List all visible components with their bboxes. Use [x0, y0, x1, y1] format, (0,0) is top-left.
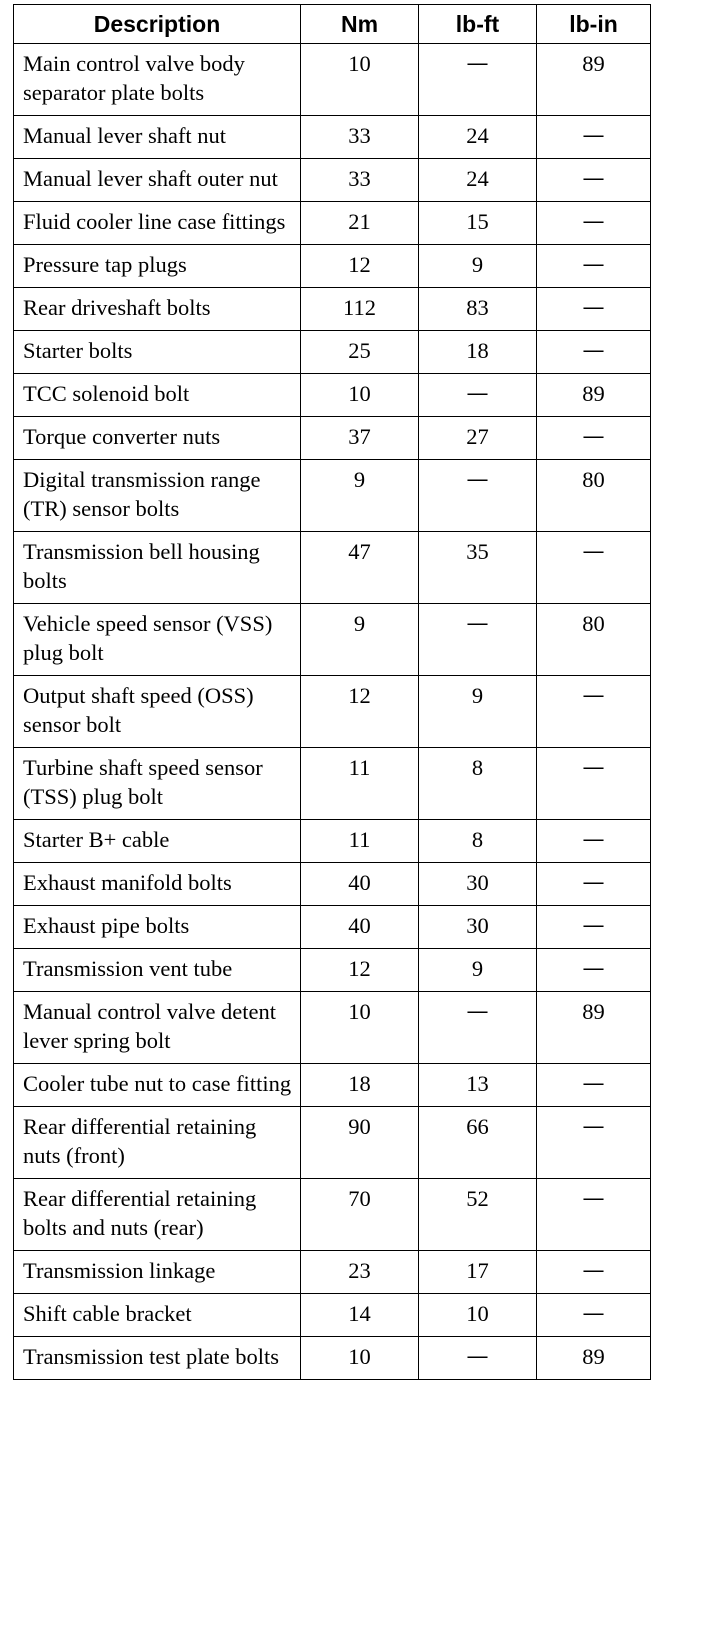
cell-lbin: —	[537, 331, 651, 374]
cell-lbft: 30	[419, 863, 537, 906]
cell-description: Manual control valve detent lever spring bolt	[14, 992, 301, 1064]
cell-description: Torque converter nuts	[14, 417, 301, 460]
cell-description: Transmission vent tube	[14, 949, 301, 992]
table-row	[14, 44, 651, 116]
cell-lbft: 35	[419, 532, 537, 604]
table-header	[14, 5, 651, 44]
table-row	[14, 1064, 651, 1107]
cell-description: Manual lever shaft nut	[14, 116, 301, 159]
cell-nm: 9	[301, 604, 419, 676]
cell-lbft: 9	[419, 245, 537, 288]
cell-lbft: 83	[419, 288, 537, 331]
cell-nm: 37	[301, 417, 419, 460]
cell-lbft: —	[419, 374, 537, 417]
table-row	[14, 863, 651, 906]
cell-lbin: —	[537, 116, 651, 159]
cell-lbft: 24	[419, 159, 537, 202]
cell-nm: 10	[301, 1337, 419, 1380]
cell-description: Fluid cooler line case fittings	[14, 202, 301, 245]
cell-description: Transmission bell housing bolts	[14, 532, 301, 604]
cell-nm: 11	[301, 748, 419, 820]
table-row	[14, 374, 651, 417]
cell-description: Rear differential retaining nuts (front)	[14, 1107, 301, 1179]
cell-description: Shift cable bracket	[14, 1294, 301, 1337]
cell-nm: 40	[301, 906, 419, 949]
cell-nm: 21	[301, 202, 419, 245]
cell-lbft: 52	[419, 1179, 537, 1251]
header-lbin: lb-in	[537, 5, 651, 44]
cell-lbin: —	[537, 949, 651, 992]
cell-nm: 40	[301, 863, 419, 906]
header-lbft: lb-ft	[419, 5, 537, 44]
cell-lbft: 24	[419, 116, 537, 159]
cell-lbft: 30	[419, 906, 537, 949]
cell-nm: 90	[301, 1107, 419, 1179]
cell-lbft: 10	[419, 1294, 537, 1337]
cell-lbin: —	[537, 417, 651, 460]
cell-lbin: —	[537, 532, 651, 604]
cell-lbft: 9	[419, 676, 537, 748]
cell-lbft: 8	[419, 820, 537, 863]
cell-lbin: —	[537, 1179, 651, 1251]
cell-nm: 10	[301, 44, 419, 116]
cell-description: Vehicle speed sensor (VSS) plug bolt	[14, 604, 301, 676]
cell-nm: 10	[301, 992, 419, 1064]
cell-lbin: 89	[537, 44, 651, 116]
table-row	[14, 417, 651, 460]
cell-description: Main control valve body separator plate bolts	[14, 44, 301, 116]
cell-lbft: 9	[419, 949, 537, 992]
table-row	[14, 159, 651, 202]
cell-lbft: —	[419, 992, 537, 1064]
table-row	[14, 1107, 651, 1179]
cell-lbin: 89	[537, 992, 651, 1064]
cell-description: Exhaust pipe bolts	[14, 906, 301, 949]
cell-lbft: 18	[419, 331, 537, 374]
cell-lbft: —	[419, 604, 537, 676]
cell-description: Rear differential retaining bolts and nuts (rear)	[14, 1179, 301, 1251]
cell-lbin: —	[537, 1064, 651, 1107]
table-row	[14, 288, 651, 331]
table-row	[14, 532, 651, 604]
table-row	[14, 820, 651, 863]
cell-nm: 10	[301, 374, 419, 417]
cell-description: Rear driveshaft bolts	[14, 288, 301, 331]
cell-lbin: 89	[537, 374, 651, 417]
cell-nm: 47	[301, 532, 419, 604]
table-row	[14, 992, 651, 1064]
cell-description: Transmission test plate bolts	[14, 1337, 301, 1380]
cell-nm: 33	[301, 116, 419, 159]
cell-nm: 12	[301, 676, 419, 748]
cell-lbin: —	[537, 676, 651, 748]
cell-lbin: —	[537, 288, 651, 331]
table-body	[14, 44, 651, 1380]
cell-lbin: 80	[537, 460, 651, 532]
cell-nm: 112	[301, 288, 419, 331]
cell-lbin: —	[537, 906, 651, 949]
cell-lbft: —	[419, 460, 537, 532]
cell-description: Starter B+ cable	[14, 820, 301, 863]
cell-nm: 33	[301, 159, 419, 202]
cell-lbft: —	[419, 44, 537, 116]
cell-description: Turbine shaft speed sensor (TSS) plug bolt	[14, 748, 301, 820]
cell-description: Transmission linkage	[14, 1251, 301, 1294]
cell-nm: 11	[301, 820, 419, 863]
cell-lbin: —	[537, 820, 651, 863]
table-row	[14, 202, 651, 245]
cell-lbft: 13	[419, 1064, 537, 1107]
table-row	[14, 748, 651, 820]
table-row	[14, 1179, 651, 1251]
cell-nm: 25	[301, 331, 419, 374]
table-row	[14, 906, 651, 949]
table-row	[14, 245, 651, 288]
table-row	[14, 604, 651, 676]
cell-nm: 18	[301, 1064, 419, 1107]
cell-lbin: —	[537, 202, 651, 245]
table-row	[14, 1337, 651, 1380]
cell-lbin: —	[537, 1294, 651, 1337]
table-row	[14, 460, 651, 532]
cell-lbft: 27	[419, 417, 537, 460]
cell-lbin: —	[537, 159, 651, 202]
cell-nm: 12	[301, 245, 419, 288]
cell-lbft: —	[419, 1337, 537, 1380]
cell-lbft: 17	[419, 1251, 537, 1294]
table-row	[14, 331, 651, 374]
cell-lbin: —	[537, 748, 651, 820]
cell-lbin: —	[537, 863, 651, 906]
cell-lbin: 89	[537, 1337, 651, 1380]
cell-nm: 23	[301, 1251, 419, 1294]
cell-lbft: 15	[419, 202, 537, 245]
cell-description: Output shaft speed (OSS) sensor bolt	[14, 676, 301, 748]
cell-description: Exhaust manifold bolts	[14, 863, 301, 906]
cell-description: Manual lever shaft outer nut	[14, 159, 301, 202]
table-row	[14, 1251, 651, 1294]
table-row	[14, 676, 651, 748]
cell-lbft: 66	[419, 1107, 537, 1179]
cell-lbin: 80	[537, 604, 651, 676]
table-row	[14, 1294, 651, 1337]
cell-description: TCC solenoid bolt	[14, 374, 301, 417]
table-row	[14, 949, 651, 992]
header-nm: Nm	[301, 5, 419, 44]
torque-spec-table	[13, 4, 651, 1380]
cell-lbin: —	[537, 1107, 651, 1179]
cell-description: Cooler tube nut to case fitting	[14, 1064, 301, 1107]
header-description: Description	[14, 5, 301, 44]
header-row	[14, 5, 651, 44]
cell-description: Pressure tap plugs	[14, 245, 301, 288]
cell-nm: 70	[301, 1179, 419, 1251]
cell-nm: 12	[301, 949, 419, 992]
cell-description: Starter bolts	[14, 331, 301, 374]
cell-nm: 9	[301, 460, 419, 532]
cell-lbin: —	[537, 1251, 651, 1294]
cell-description: Digital transmission range (TR) sensor bolts	[14, 460, 301, 532]
cell-lbft: 8	[419, 748, 537, 820]
table-row	[14, 116, 651, 159]
cell-nm: 14	[301, 1294, 419, 1337]
cell-lbin: —	[537, 245, 651, 288]
